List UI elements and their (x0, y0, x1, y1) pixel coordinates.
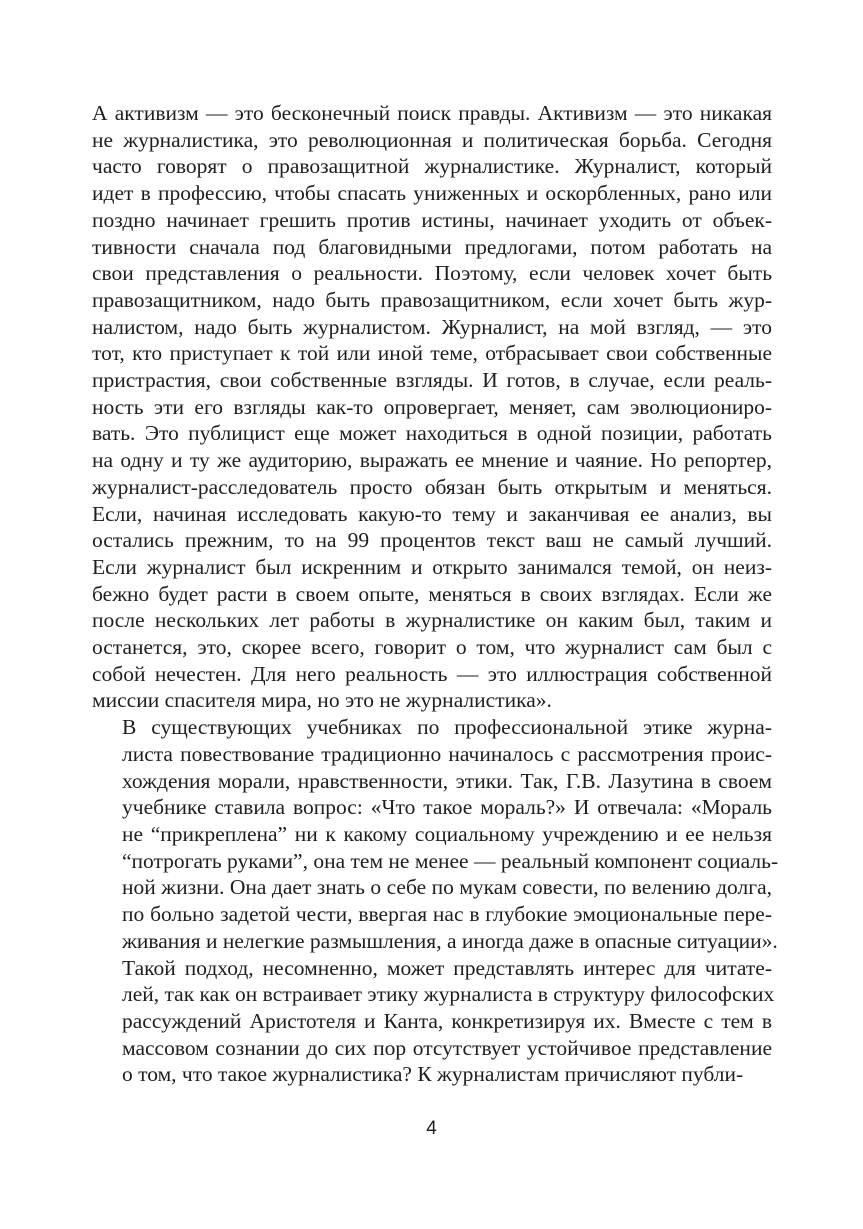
text-line: листа повествование традиционно начиналось с рассмотрения проис- (122, 741, 772, 766)
text-line: свои представления о реальности. Поэтому, если человек хочет быть (92, 261, 772, 286)
text-line: массовом сознании до сих пор отсутствует устойчивое представление (122, 1035, 772, 1060)
text-line: хождения морали, нравственности, этики. Так, Г.В. Лазутина в своем (122, 768, 772, 793)
text-line: А активизм — это бесконечный поиск правды. Активизм — это никакая (92, 101, 772, 125)
text-line: остались прежним, то на 99 процентов текст ваш не самый лучший. (92, 528, 772, 553)
text-line: ность эти его взгляды как-то опровергает, меняет, сам эволюциониро- (92, 394, 772, 419)
text-line: учебнике ставила вопрос: «Что такое мораль?» И отвечала: «Мораль (122, 795, 772, 820)
text-line: не журналистика, это революционная и политическая борьба. Сегодня (92, 127, 772, 152)
text-line: Если, начиная исследовать какую-то тему и заканчивая ее анализ, вы (92, 501, 772, 526)
text-line: останется, это, скорее всего, говорит о том, что журналист сам был с (92, 635, 772, 660)
text-line: тивности сначала под благовидными предлогами, потом работать на (92, 234, 772, 259)
paragraph-2 (92, 714, 779, 954)
text-line: часто говорят о правозащитной журналистике. Журналист, который (92, 154, 772, 179)
text-line: налистом, надо быть журналистом. Журналист, на мой взгляд, — это (92, 314, 772, 339)
text-line: не “прикреплена” ни к какому социальному учреждению и ее нельзя (122, 821, 772, 846)
text-line: “потрогать руками”, она тем не менее — реальный компонент социаль- (122, 848, 779, 873)
text-line: о том, что такое журналистика? К журналистам причисляют публи- (122, 1062, 744, 1087)
text-line: ной жизни. Она дает знать о себе по мукам совести, по велению долга, (122, 875, 772, 900)
text-line: журналист-расследователь просто обязан быть открытым и меняться. (92, 474, 772, 499)
text-line: рассуждений Аристотеля и Канта, конкретизируя их. Вместе с тем в (122, 1008, 772, 1033)
text-line: миссии спасителя мира, но это не журналистика». (92, 688, 552, 713)
text-line: Такой подход, несомненно, может представлять интерес для читате- (122, 955, 772, 980)
text-line: поздно начинает грешить против истины, начинает уходить от объек- (92, 207, 772, 232)
text-line: Если журналист был искренним и открыто занимался темой, он неиз- (92, 554, 772, 579)
text-line: на одну и ту же аудиторию, выражать ее мнение и чаяние. Но репортер, (92, 448, 772, 473)
paragraph-3 (92, 955, 775, 1089)
paragraph-1 (92, 100, 772, 714)
page-body (92, 100, 779, 1088)
text-line: В существующих учебниках по профессиональной этике журна- (122, 715, 772, 740)
text-line: собой нечестен. Для него реальность — это иллюстрация собственной (92, 661, 772, 686)
text-line: тот, кто приступает к той или иной теме, отбрасывает свои собственные (92, 341, 772, 366)
text-line: пристрастия, свои собственные взгляды. И готов, в случае, если реаль- (92, 368, 772, 393)
text-line: по больно задетой чести, ввергая нас в глубокие эмоциональные пере- (122, 902, 772, 927)
text-line: идет в профессию, чтобы спасать униженных и оскорбленных, рано или (92, 181, 772, 206)
page-number: 4 (426, 1118, 437, 1139)
text-line: бежно будет расти в своем опыте, меняться в своих взглядах. Если же (92, 581, 772, 606)
text-line: после нескольких лет работы в журналистике он каким был, таким и (92, 608, 772, 633)
text-line: вать. Это публицист еще может находиться в одной позиции, работать (92, 421, 772, 446)
text-line: живания и нелегкие размышления, а иногда даже в опасные ситуации». (122, 928, 778, 953)
text-line: правозащитником, надо быть правозащитником, если хочет быть жур- (92, 287, 772, 312)
text-line: лей, так как он встраивает этику журналиста в структуру философских (122, 982, 775, 1007)
